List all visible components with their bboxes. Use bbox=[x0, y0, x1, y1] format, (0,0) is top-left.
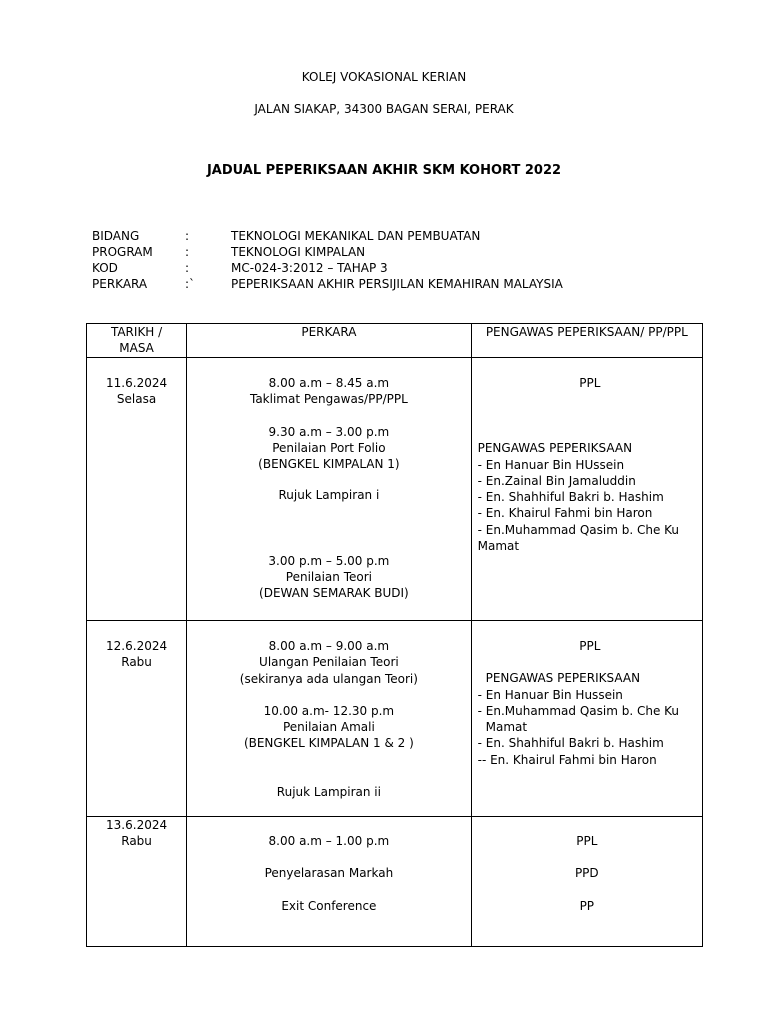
perkara-cell bbox=[187, 358, 471, 621]
invigilator-name: Mamat bbox=[477, 539, 520, 554]
table-header-row bbox=[87, 324, 703, 358]
activity-text: Exit Conference bbox=[281, 898, 377, 913]
institution-address: JALAN SIAKAP, 34300 BAGAN SERAI, PERAK bbox=[254, 102, 514, 116]
activity-text: Taklimat Pengawas/PP/PPL bbox=[249, 392, 408, 407]
date-text: 13.6.2024 bbox=[106, 818, 168, 832]
time-slot: 10.00 a.m- 12.30 p.m bbox=[263, 703, 395, 718]
meta-value: TEKNOLOGI KIMPALAN bbox=[231, 245, 366, 259]
meta-label: BIDANG bbox=[92, 229, 140, 243]
invigilator-name: -- En. Khairul Fahmi bin Haron bbox=[477, 752, 657, 767]
invigilator-name: - En. Shahhiful Bakri b. Hashim bbox=[477, 736, 664, 751]
invigilator-name: - En.Zainal Bin Jamaluddin bbox=[477, 473, 636, 488]
header-pengawas-label: PENGAWAS PEPERIKSAAN/ PP/PPL bbox=[485, 325, 688, 339]
invigilator-name: - En Hanuar Bin HUssein bbox=[477, 457, 625, 472]
pengawas-cell bbox=[471, 817, 702, 947]
meta-separator: : bbox=[185, 261, 190, 275]
header-perkara bbox=[187, 324, 471, 358]
header-masa: MASA bbox=[119, 341, 154, 355]
meta-label: PROGRAM bbox=[92, 245, 153, 259]
document-title: JADUAL PEPERIKSAAN AKHIR SKM KOHORT 2022 bbox=[206, 163, 562, 178]
meta-value: PEPERIKSAAN AKHIR PERSIJILAN KEMAHIRAN MALAYSIA bbox=[231, 277, 563, 291]
ppd-text: PPD bbox=[574, 866, 599, 881]
time-slot: 9.30 a.m – 3.00 p.m bbox=[268, 424, 390, 439]
activity-text: Penilaian Amali bbox=[282, 720, 375, 735]
ppl-text: PPL bbox=[579, 639, 601, 653]
perkara-cell bbox=[187, 621, 471, 817]
meta-value: MC-024-3:2012 – TAHAP 3 bbox=[231, 261, 388, 275]
pengawas-cell bbox=[471, 621, 702, 817]
time-slot: 8.00 a.m – 1.00 p.m bbox=[268, 834, 390, 848]
location-text: (BENGKEL KIMPALAN 1) bbox=[258, 457, 400, 472]
date-cell bbox=[87, 358, 187, 621]
institution-name: KOLEJ VOKASIONAL KERIAN bbox=[301, 70, 467, 84]
invigilator-name: Mamat bbox=[485, 720, 528, 735]
activity-text: Penyelarasan Markah bbox=[264, 866, 394, 881]
meta-separator: :` bbox=[185, 277, 196, 291]
location-text: (BENGKEL KIMPALAN 1 & 2 ) bbox=[243, 736, 414, 751]
invigilator-name: - En. Khairul Fahmi bin Haron bbox=[477, 506, 653, 521]
date-text: 11.6.2024 bbox=[106, 376, 168, 390]
table-row bbox=[87, 621, 703, 817]
table-row bbox=[87, 817, 703, 947]
location-text: (DEWAN SEMARAK BUDI) bbox=[259, 586, 409, 601]
header-tarikh-masa bbox=[87, 324, 187, 358]
invigilator-heading: PENGAWAS PEPERIKSAAN bbox=[485, 671, 641, 686]
pengawas-cell bbox=[471, 358, 702, 621]
invigilator-name: - En.Muhammad Qasim b. Che Ku bbox=[477, 703, 680, 718]
date-cell bbox=[87, 621, 187, 817]
invigilator-heading: PENGAWAS PEPERIKSAAN bbox=[477, 441, 633, 456]
table-row bbox=[87, 358, 703, 621]
ppl-text: PPL bbox=[576, 834, 598, 848]
meta-separator: : bbox=[185, 245, 190, 259]
reference-text: Rujuk Lampiran i bbox=[278, 488, 380, 503]
time-slot: 3.00 p.m – 5.00 p.m bbox=[268, 553, 390, 568]
meta-label: PERKARA bbox=[92, 277, 148, 291]
day-text: Selasa bbox=[116, 392, 157, 407]
activity-text: Penilaian Port Folio bbox=[272, 440, 386, 455]
invigilator-name: - En. Shahhiful Bakri b. Hashim bbox=[477, 490, 664, 505]
activity-note: (sekiranya ada ulangan Teori) bbox=[239, 671, 418, 686]
meta-separator: : bbox=[185, 229, 190, 243]
date-cell bbox=[87, 817, 187, 947]
ppl-text: PPL bbox=[579, 376, 601, 390]
date-text: 12.6.2024 bbox=[106, 639, 168, 653]
invigilator-name: - En.Muhammad Qasim b. Che Ku bbox=[477, 522, 680, 537]
time-slot: 8.00 a.m – 8.45 a.m bbox=[268, 376, 390, 390]
perkara-cell bbox=[187, 817, 471, 947]
activity-text: Ulangan Penilaian Teori bbox=[259, 655, 399, 670]
time-slot: 8.00 a.m – 9.00 a.m bbox=[268, 639, 390, 653]
meta-label: KOD bbox=[92, 261, 118, 275]
day-text: Rabu bbox=[121, 834, 152, 849]
header-perkara-label: PERKARA bbox=[301, 325, 357, 339]
meta-value: TEKNOLOGI MEKANIKAL DAN PEMBUATAN bbox=[231, 229, 481, 243]
pp-text: PP bbox=[579, 898, 595, 913]
header-tarikh: TARIKH / bbox=[110, 325, 163, 339]
day-text: Rabu bbox=[121, 655, 152, 670]
activity-text: Penilaian Teori bbox=[285, 570, 372, 585]
header-pengawas bbox=[471, 324, 702, 358]
schedule-table bbox=[86, 323, 703, 947]
reference-text: Rujuk Lampiran ii bbox=[276, 784, 381, 799]
invigilator-name: - En Hanuar Bin Hussein bbox=[477, 687, 623, 702]
